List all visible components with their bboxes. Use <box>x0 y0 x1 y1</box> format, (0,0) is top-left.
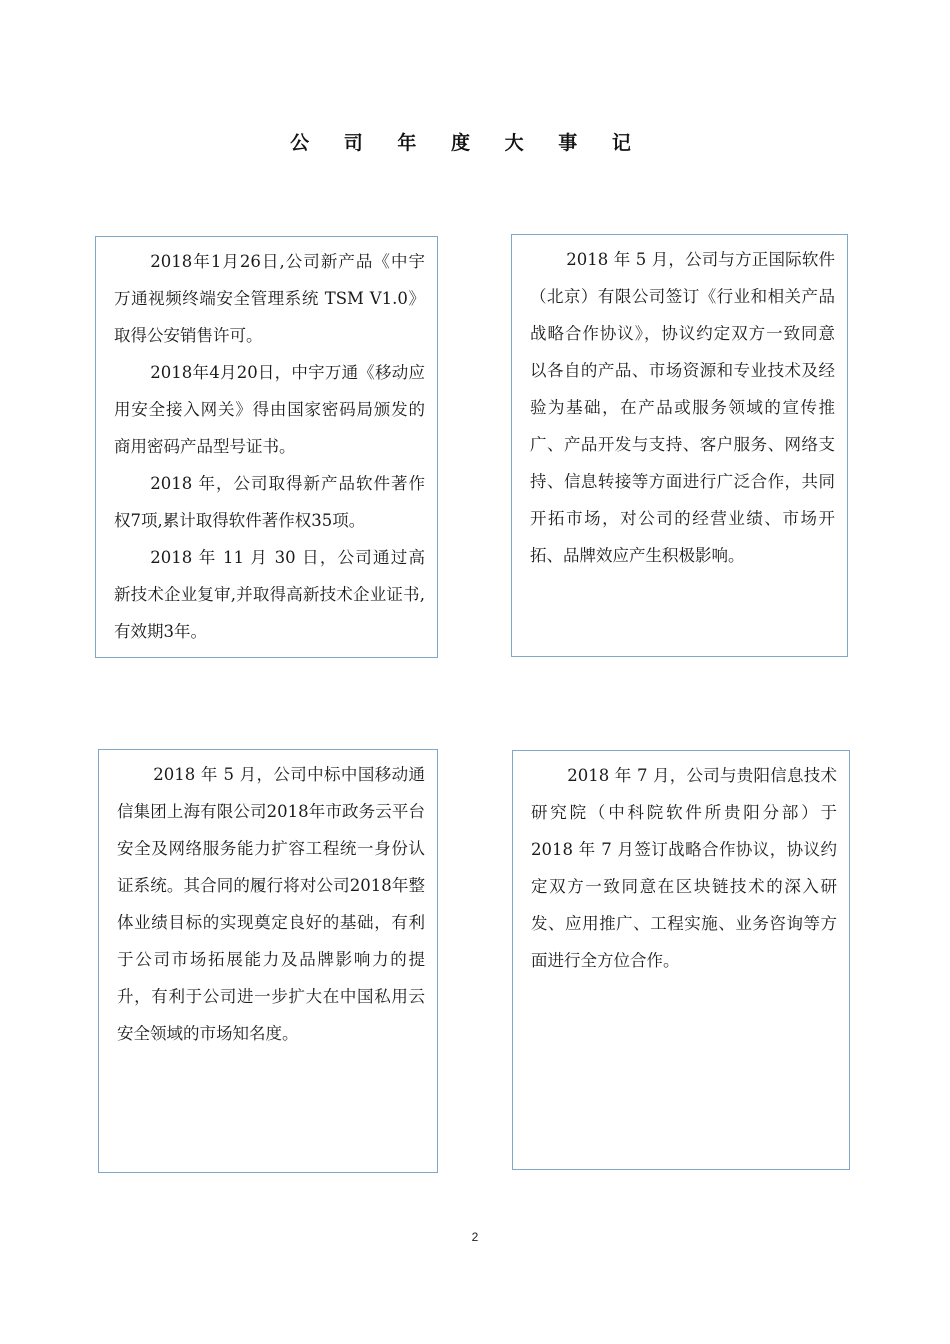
event-box-guiyang-partnership <box>512 750 850 1170</box>
event-paragraph: 2018 年 5 月，公司与方正国际软件（北京）有限公司签订《行业和相关产品战略合作协议》，协议约定双方一致同意以各自的产品、市场资源和专业技术及经验为基础，在产品或服务领域的宣传推广、产品开发与支持、客户服务、网络支持、信息转接等方面进行广泛合作，共同开拓市场，对公司的经营业绩、市场开拓、品牌效应产生积极影响。 <box>530 250 835 565</box>
event-paragraph: 2018 年，公司取得新产品软件著作权7项,累计取得软件著作权35项。 <box>114 474 425 530</box>
event-paragraph: 2018 年 7 月，公司与贵阳信息技术研究院（中科院软件所贵阳分部）于 2018 年 7 月签订战略合作协议，协议约定双方一致同意在区块链技术的深入研发、应用推广、工程实施、业务咨询等方面进行全方位合作。 <box>531 766 837 970</box>
event-box-china-mobile-bid <box>98 749 438 1173</box>
page-title: 公 司 年 度 大 事 记 <box>290 132 645 154</box>
event-paragraph: 2018年4月20日，中宇万通《移动应用安全接入网关》得由国家密码局颁发的商用密码产品型号证书。 <box>114 363 425 456</box>
event-paragraph: 2018 年 11 月 30 日，公司通过高新技术企业复审,并取得高新技术企业证书,有效期3年。 <box>114 548 425 641</box>
page-number: 2 <box>471 1230 479 1244</box>
event-box-founder-partnership <box>511 234 848 657</box>
event-box-product-certifications <box>95 236 438 658</box>
event-paragraph: 2018年1月26日,公司新产品《中宇万通视频终端安全管理系统 TSM V1.0》取得公安销售许可。 <box>114 252 425 345</box>
event-paragraph: 2018 年 5 月，公司中标中国移动通信集团上海有限公司2018年市政务云平台安全及网络服务能力扩容工程统一身份认证系统。其合同的履行将对公司2018年整体业绩目标的实现奠定良好的基础，有利于公司市场拓展能力及品牌影响力的提升，有利于公司进一步扩大在中国私用云安全领域的市场知名度。 <box>117 765 425 1043</box>
